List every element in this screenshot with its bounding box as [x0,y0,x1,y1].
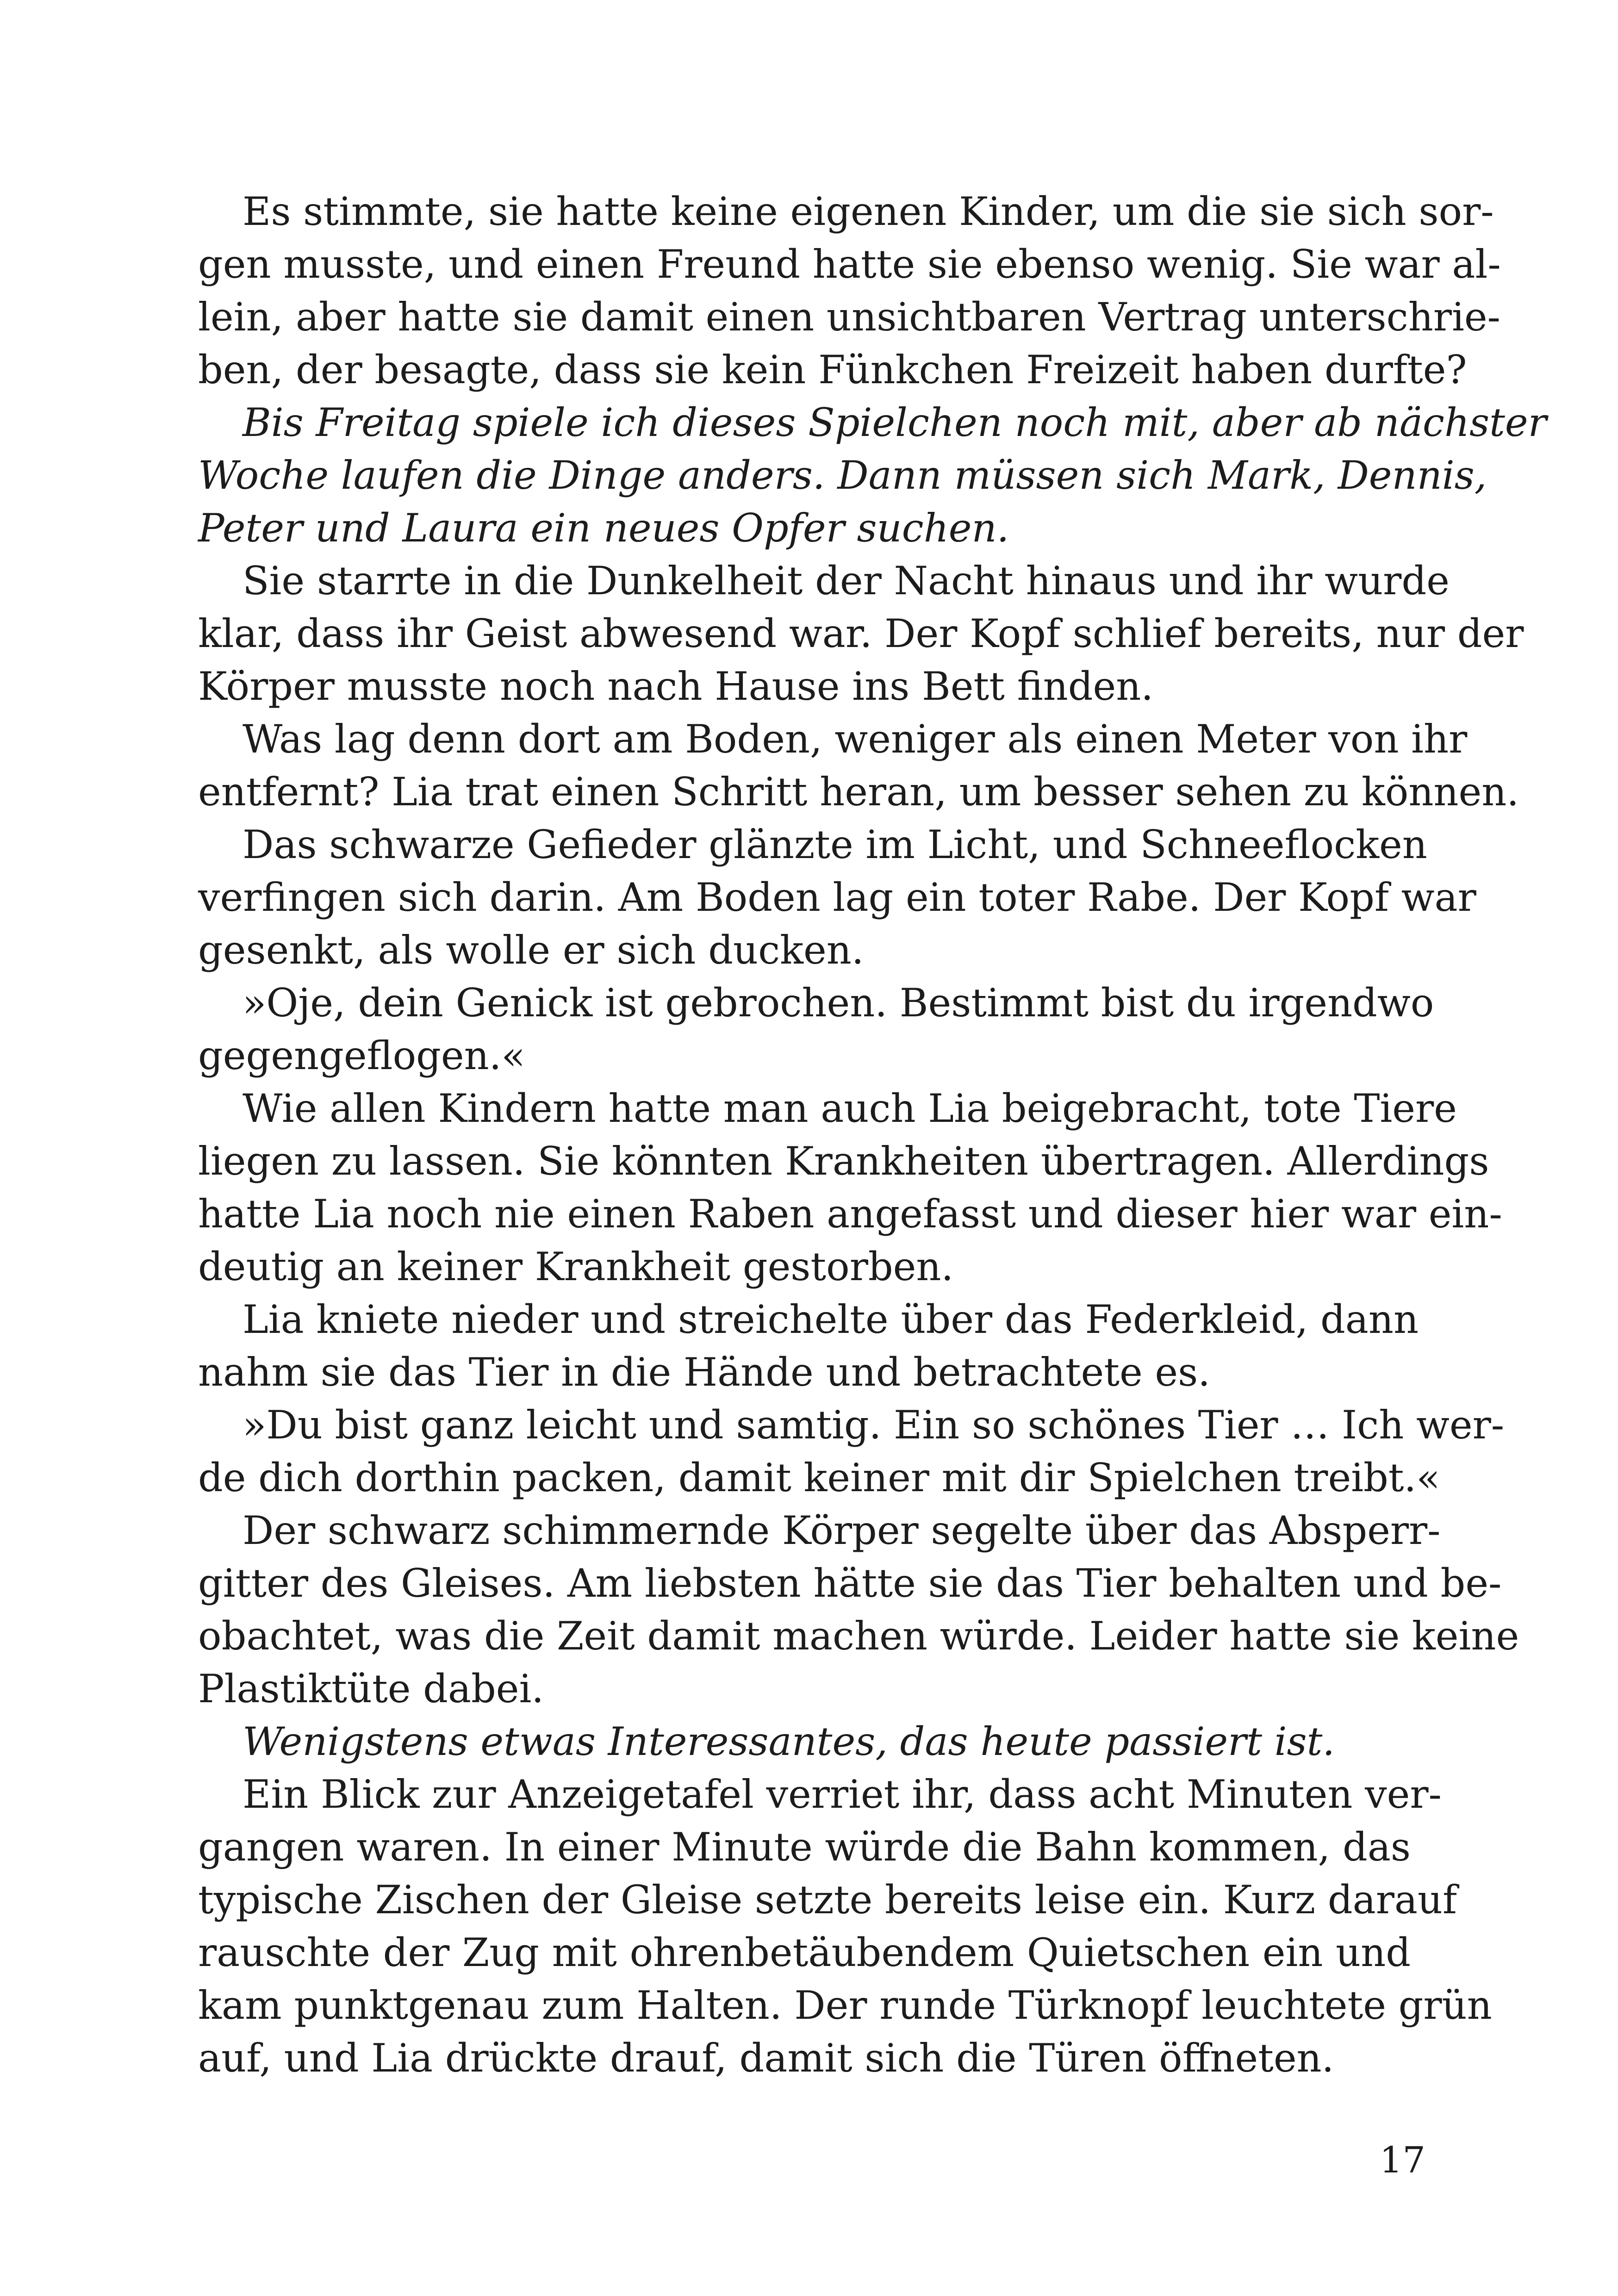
text-line: auf, und Lia drückte drauf, damit sich die Türen öffneten. [198,2035,1334,2081]
text-line: deutig an keiner Krankheit gestorben. [198,1244,954,1289]
text-line: gen musste, und einen Freund hatte sie ebenso wenig. Sie war al- [198,242,1501,287]
body-text [198,185,1547,2084]
page-number: 17 [1379,2140,1425,2181]
text-line: rauschte der Zug mit ohrenbetäubendem Quietschen ein und [198,1930,1411,1975]
text-line: Es stimmte, sie hatte keine eigenen Kinder, um die sie sich sor- [243,189,1494,234]
text-line: nahm sie das Tier in die Hände und betrachtete es. [198,1350,1210,1395]
text-line: Was lag denn dort am Boden, weniger als einen Meter von ihr [243,716,1468,762]
italic-text-line: Bis Freitag spiele ich dieses Spielchen noch mit, aber ab nächster [243,400,1547,445]
text-line: »Du bist ganz leicht und samtig. Ein so schönes Tier … Ich wer- [243,1402,1505,1448]
text-line: verfingen sich darin. Am Boden lag ein toter Rabe. Der Kopf war [198,875,1476,920]
text-line: lein, aber hatte sie damit einen unsichtbaren Vertrag unterschrie- [198,294,1500,340]
text-line: Körper musste noch nach Hause ins Bett finden. [198,664,1154,709]
text-line: Ein Blick zur Anzeigetafel verriet ihr, dass acht Minuten ver- [243,1772,1442,1817]
text-line: typische Zischen der Gleise setzte bereits leise ein. Kurz darauf [198,1877,1457,1923]
text-line: Der schwarz schimmernde Körper segelte über das Absperr- [243,1508,1441,1553]
text-line: hatte Lia noch nie einen Raben angefasst und dieser hier war ein- [198,1191,1502,1237]
text-line: ben, der besagte, dass sie kein Fünkchen Freizeit haben durfte? [198,347,1467,392]
italic-text-line: Wenigstens etwas Interessantes, das heute passiert ist. [243,1719,1335,1764]
italic-text-line: Peter und Laura ein neues Opfer suchen. [198,505,1009,551]
text-line: gegengeflogen.« [198,1033,525,1078]
text-line: gesenkt, als wolle er sich ducken. [198,927,864,973]
text-line: entfernt? Lia trat einen Schritt heran, um besser sehen zu können. [198,769,1519,815]
text-line: obachtet, was die Zeit damit machen würde. Leider hatte sie keine [198,1613,1519,1659]
text-line: liegen zu lassen. Sie könnten Krankheiten übertragen. Allerdings [198,1139,1489,1184]
text-line: kam punktgenau zum Halten. Der runde Türknopf leuchtete grün [198,1983,1492,2028]
text-line: Wie allen Kindern hatte man auch Lia beigebracht, tote Tiere [243,1086,1457,1131]
text-line: Das schwarze Gefieder glänzte im Licht, und Schneeflocken [243,822,1427,867]
text-line: Lia kniete nieder und streichelte über das Federkleid, dann [243,1297,1419,1342]
text-line: klar, dass ihr Geist abwesend war. Der Kopf schlief bereits, nur der [198,611,1524,656]
text-line: gitter des Gleises. Am liebsten hätte sie das Tier behalten und be- [198,1561,1502,1606]
italic-text-line: Woche laufen die Dinge anders. Dann müssen sich Mark, Dennis, [198,453,1487,498]
text-line: gangen waren. In einer Minute würde die Bahn kommen, das [198,1824,1411,1870]
text-line: »Oje, dein Genick ist gebrochen. Bestimmt bist du irgendwo [243,980,1434,1026]
text-line: Plastiktüte dabei. [198,1666,544,1711]
text-line: Sie starrte in die Dunkelheit der Nacht hinaus und ihr wurde [243,558,1450,604]
text-line: de dich dorthin packen, damit keiner mit dir Spielchen treibt.« [198,1455,1440,1500]
